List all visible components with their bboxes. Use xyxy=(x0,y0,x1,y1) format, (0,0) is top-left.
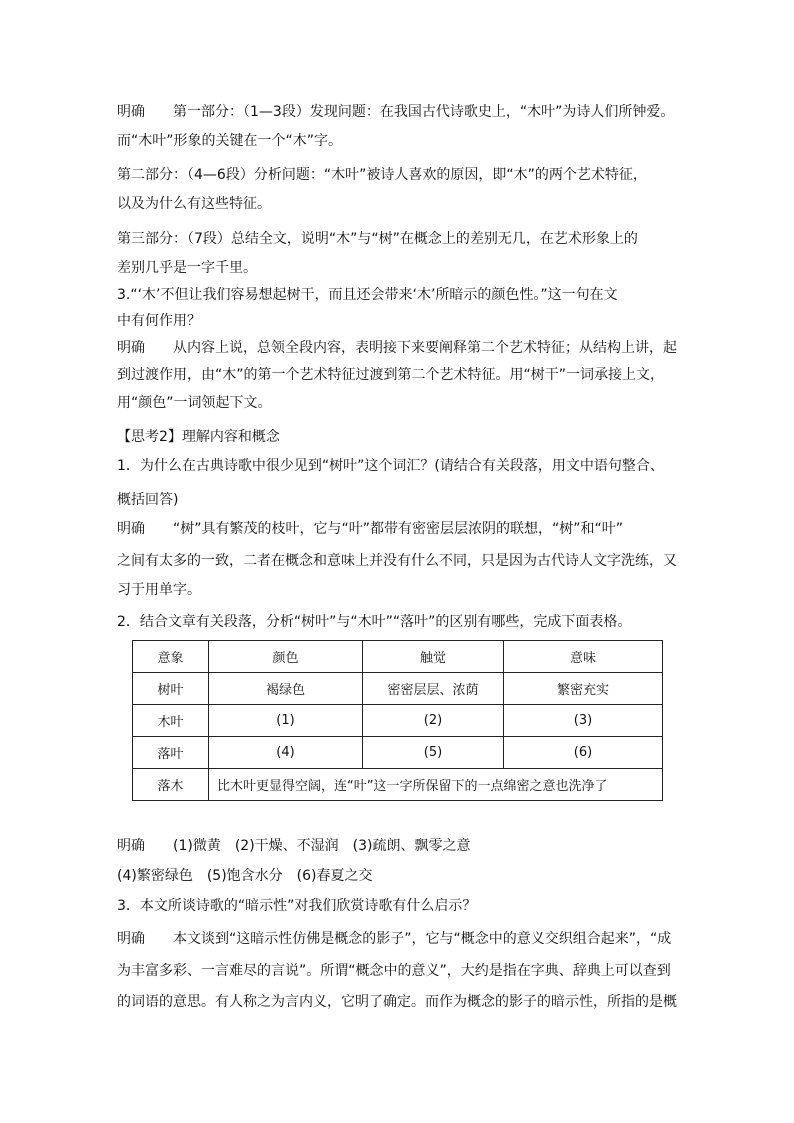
table-header-cell: 意味 xyxy=(504,641,663,673)
question-line: 2．结合文章有关段落，分析“树叶”与“木叶”“落叶”的区别有哪些，完成下面表格。 xyxy=(117,614,632,630)
table-row xyxy=(133,769,663,801)
table-cell: (2) xyxy=(363,705,504,737)
table-cell: 密密层层、浓荫 xyxy=(363,673,504,705)
table-cell: (6) xyxy=(504,737,663,769)
text-line: 差别几乎是一字千里。 xyxy=(117,260,257,276)
text-line: 明确 第一部分：（1—3段）发现问题：在我国古代诗歌史上，“木叶”为诗人们所钟爱。 xyxy=(117,104,675,120)
text-line: 而“木叶”形象的关键在一个“木”字。 xyxy=(117,133,343,149)
answer-line: 明确 “树”具有繁茂的枝叶，它与“叶”都带有密密层层浓阴的联想，“树”和“叶” xyxy=(117,521,624,537)
table-cell: 木叶 xyxy=(133,705,209,737)
table-cell: (3) xyxy=(504,705,663,737)
comparison-table xyxy=(132,640,663,801)
answer-line: 到过渡作用，由“木”的第一个艺术特征过渡到第二个艺术特征。用“树干”一词承接上文， xyxy=(117,367,665,383)
question-line: 1．为什么在古典诗歌中很少见到“树叶”这个词汇？(请结合有关段落，用文中语句整合、 xyxy=(117,458,664,474)
table-header-cell: 意象 xyxy=(133,641,209,673)
answer-line: 明确 从内容上说，总领全段内容，表明接下来要阐释第二个艺术特征；从结构上讲，起 xyxy=(117,340,677,356)
question-line: 3．本文所谈诗歌的“暗示性”对我们欣赏诗歌有什么启示？ xyxy=(117,898,477,914)
table-cell-merged: 比木叶更显得空阔，连“叶”这一字所保留下的一点绵密之意也洗净了 xyxy=(209,769,663,801)
answer-line: 的词语的意思。有人称之为言内义，它明了确定。而作为概念的影子的暗示性，所指的是概 xyxy=(117,994,677,1010)
answer-line: 明确 (1)微黄 (2)干燥、不湿润 (3)疏朗、飘零之意 xyxy=(117,838,471,854)
table-header-cell: 触觉 xyxy=(363,641,504,673)
text-line: 第三部分：（7段）总结全文，说明“木”与“树”在概念上的差别无几，在艺术形象上的 xyxy=(117,231,638,247)
table-cell: 落木 xyxy=(133,769,209,801)
answer-line: 明确 本文谈到“这暗示性仿佛是概念的影子”，它与“概念中的意义交织组合起来”，“成 xyxy=(117,931,672,947)
table-row xyxy=(133,673,663,705)
section-heading: 【思考2】理解内容和概念 xyxy=(117,429,280,445)
text-line: 第二部分：（4—6段）分析问题：“木叶”被诗人喜欢的原因，即“木”的两个艺术特征， xyxy=(117,167,647,183)
table-cell: (1) xyxy=(209,705,363,737)
table-header-cell: 颜色 xyxy=(209,641,363,673)
answer-line: 用“颜色”一词领起下文。 xyxy=(117,395,272,411)
answer-line: (4)繁密绿色 (5)饱含水分 (6)春夏之交 xyxy=(117,868,373,884)
question-line: 概括回答) xyxy=(117,492,179,508)
question-line: 中有何作用？ xyxy=(117,313,201,329)
answer-line: 习于用单字。 xyxy=(117,582,201,598)
table-cell: 繁密充实 xyxy=(504,673,663,705)
answer-line: 为丰富多彩、一言难尽的言说”。所谓“概念中的意义”，大约是指在字典、辞典上可以查到 xyxy=(117,963,671,979)
table-cell: 树叶 xyxy=(133,673,209,705)
table-row xyxy=(133,737,663,769)
table-cell: 褐绿色 xyxy=(209,673,363,705)
text-line: 以及为什么有这些特征。 xyxy=(117,196,271,212)
table-cell: 落叶 xyxy=(133,737,209,769)
table-header-row xyxy=(133,641,663,673)
answer-line: 之间有太多的一致，二者在概念和意味上并没有什么不同，只是因为古代诗人文字洗练，又 xyxy=(117,553,677,569)
table-cell: (5) xyxy=(363,737,504,769)
table-row xyxy=(133,705,663,737)
table-cell: (4) xyxy=(209,737,363,769)
question-line: 3.“‘木’不但让我们容易想起树干，而且还会带来‘木’所暗示的颜色性。”这一句在文 xyxy=(117,287,618,303)
